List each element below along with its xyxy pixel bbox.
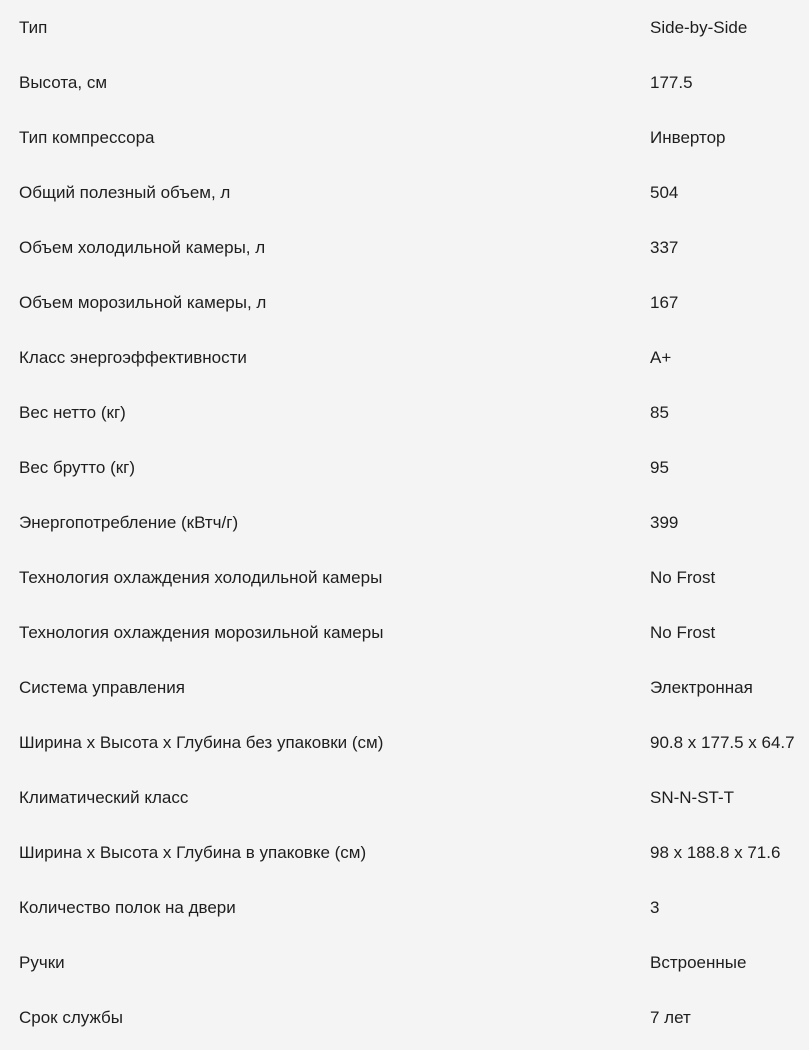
spec-value: No Frost [650,623,716,642]
spec-name: Климатический класс [19,788,189,807]
spec-row [0,605,809,660]
spec-name: Класс энергоэффективности [19,348,247,367]
spec-name: Объем холодильной камеры, л [19,238,266,257]
spec-row [0,935,809,990]
spec-value: 399 [650,513,679,532]
spec-row [0,660,809,715]
spec-name: Объем морозильной камеры, л [19,293,267,312]
spec-row [0,165,809,220]
spec-name: Система управления [19,678,185,697]
spec-row [0,715,809,770]
spec-name: Технология охлаждения морозильной камеры [19,623,384,642]
spec-value: 504 [650,183,679,202]
spec-row [0,550,809,605]
spec-value: 95 [650,458,669,477]
spec-row [0,330,809,385]
spec-row [0,990,809,1045]
spec-name: Срок службы [19,1008,123,1027]
spec-value: No Frost [650,568,716,587]
spec-name: Ширина x Высота x Глубина в упаковке (см) [19,843,367,862]
spec-row [0,440,809,495]
spec-value: Инвертор [650,128,726,147]
spec-name: Вес брутто (кг) [19,458,136,477]
spec-value: 7 лет [650,1008,691,1027]
spec-name: Вес нетто (кг) [19,403,126,422]
spec-value: 3 [650,898,660,917]
spec-name: Технология охлаждения холодильной камеры [19,568,383,587]
spec-value: 177.5 [650,73,693,92]
spec-row [0,0,809,55]
spec-row [0,55,809,110]
spec-value: Встроенные [650,953,747,972]
spec-row [0,770,809,825]
spec-row [0,880,809,935]
spec-value: Side-by-Side [650,18,748,37]
spec-name: Тип [19,18,48,37]
spec-value: 90.8 x 177.5 x 64.7 [650,733,795,752]
spec-value: 85 [650,403,669,422]
spec-name: Энергопотребление (кВтч/г) [19,513,239,532]
spec-name: Ширина x Высота x Глубина без упаковки (см) [19,733,384,752]
spec-row [0,220,809,275]
spec-name: Ручки [19,953,65,972]
spec-row [0,495,809,550]
spec-value: SN-N-ST-T [650,788,735,807]
spec-row [0,825,809,880]
spec-row [0,385,809,440]
spec-value: 337 [650,238,679,257]
spec-value: Электронная [650,678,753,697]
spec-name: Общий полезный объем, л [19,183,231,202]
spec-row [0,275,809,330]
spec-name: Высота, см [19,73,108,92]
spec-name: Тип компрессора [19,128,155,147]
spec-row [0,110,809,165]
spec-value: 98 x 188.8 x 71.6 [650,843,781,862]
spec-name: Количество полок на двери [19,898,236,917]
spec-value: 167 [650,293,679,312]
spec-value: A+ [650,348,672,367]
